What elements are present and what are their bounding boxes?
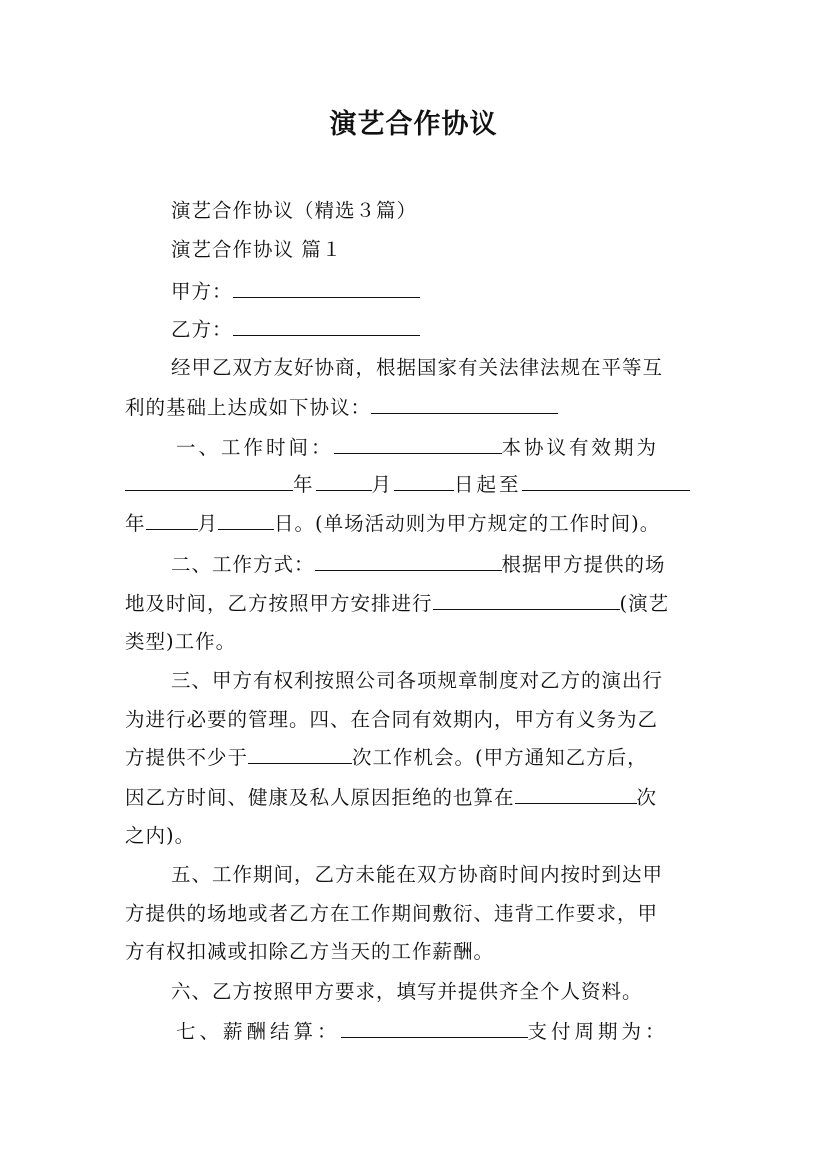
text: 地及时间，乙方按照甲方安排进行: [125, 592, 433, 615]
text: 日起至: [454, 473, 522, 496]
clause-5-line: [125, 902, 658, 926]
blank-field: [316, 473, 372, 491]
blank-field: [233, 280, 420, 298]
text: 六、乙方按照甲方要求，填写并提供齐全个人资料。: [171, 980, 643, 1003]
text: 日。(单场活动则为甲方规定的工作时间)。: [274, 512, 661, 535]
paragraph-line: [171, 356, 663, 380]
clause-6-line: [171, 980, 643, 1004]
text: 次工作机会。(甲方通知乙方后，: [352, 746, 648, 769]
blank-field: [522, 473, 690, 491]
text: 为进行必要的管理。四、在合同有效期内，甲方有义务为乙: [125, 708, 659, 731]
blank-field: [515, 786, 637, 804]
blank-field: [341, 1020, 528, 1038]
clause-4-line: [125, 746, 648, 770]
text: 本协议有效期为: [501, 436, 660, 459]
document-title: 演艺合作协议: [329, 109, 498, 140]
party-a-line: [171, 280, 420, 304]
text: 三、甲方有权利按照公司各项规章制度对乙方的演出行: [171, 669, 664, 692]
clause-4-line: [125, 786, 657, 810]
text: 方提供的场地或者乙方在工作期间敷衍、违背工作要求，甲: [125, 902, 659, 925]
blank-field: [218, 512, 274, 530]
text: 次: [636, 786, 658, 809]
clause-2-line: [125, 630, 236, 654]
clause-2-line: [171, 553, 666, 577]
text: 类型)工作。: [125, 630, 237, 653]
text: 因乙方时间、健康及私人原因拒绝的也算在: [125, 786, 515, 809]
blank-field: [315, 553, 502, 571]
text: 利的基础上达成如下协议：: [125, 396, 372, 419]
text: 方提供不少于: [125, 746, 249, 769]
blank-field: [125, 473, 293, 491]
text: 七、薪酬结算：: [176, 1020, 341, 1043]
blank-field: [433, 592, 620, 610]
blank-field: [146, 512, 198, 530]
subtitle-line: [171, 199, 417, 223]
text: 月: [371, 473, 395, 496]
text: 二、工作方式：: [171, 553, 315, 576]
paragraph-line: [125, 396, 558, 420]
blank-field: [248, 746, 352, 764]
text: 根据甲方提供的场: [501, 553, 666, 576]
text: 年: [125, 512, 146, 535]
text: 经甲乙双方友好协商，根据国家有关法律法规在平等互: [171, 356, 664, 379]
text: 月: [197, 512, 219, 535]
label: 甲方：: [171, 280, 233, 303]
label: 乙方：: [171, 318, 233, 341]
party-b-line: [171, 318, 420, 342]
text: 之内)。: [125, 824, 196, 847]
text: (演艺: [619, 592, 670, 615]
clause-3-line: [125, 708, 658, 732]
text: 方有权扣减或扣除乙方当天的工作薪酬。: [125, 940, 495, 963]
blank-field: [371, 396, 558, 414]
text: 一、工作时间：: [176, 436, 334, 459]
blank-field: [233, 318, 420, 336]
section-heading: [171, 238, 342, 262]
text: 年: [293, 473, 316, 496]
text: 演艺合作协议（精选３篇）: [171, 199, 418, 222]
text: 支付周期为：: [527, 1020, 669, 1043]
clause-3-line: [171, 669, 663, 693]
clause-5-line: [171, 863, 663, 887]
clause-1-line: [125, 473, 690, 497]
blank-field: [334, 436, 502, 454]
clause-5-line: [125, 940, 494, 964]
clause-4-line: [125, 824, 195, 848]
clause-1-line: [125, 512, 660, 536]
text: 五、工作期间，乙方未能在双方协商时间内按时到达甲: [171, 863, 664, 886]
clause-2-line: [125, 592, 669, 616]
clause-7-line: [176, 1020, 669, 1044]
text: 演艺合作协议 篇１: [171, 238, 343, 261]
clause-1-line: [176, 436, 659, 460]
blank-field: [394, 473, 454, 491]
